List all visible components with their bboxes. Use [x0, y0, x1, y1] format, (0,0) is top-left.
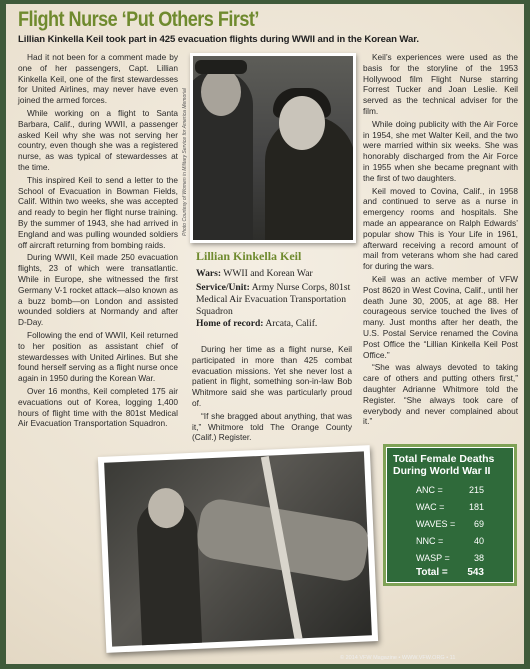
profile-home	[196, 318, 356, 330]
paragraph: Had it not been for a comment made by one of her passengers, Capt. Lillian Kinkella Keil, one of the first stewardesses for United Airlines, may never have even joined the armed forces.	[18, 52, 178, 106]
paragraph: Over 16 months, Keil completed 175 air evacuations out of Korea, logging 1,400 hours of flight time with the 801st Medical Air Evacuation Transportation Squadron.	[18, 385, 178, 429]
paragraph: While doing publicity with the Air Force in 1954, she met Walter Keil, and the two were married within six weeks. She was honorably discharged from the Air Force in 1955 when she became pregnant with the first of two daughters.	[363, 118, 518, 183]
deaths-title	[393, 453, 514, 477]
page-footer: © 2014 VFW Magazine • WWW.VFW.ORG • 11	[340, 655, 456, 661]
portrait-photo	[193, 56, 353, 240]
paragraph: This inspired Keil to send a letter to the School of Evacuation in Bowman Fields, Calif. Within two weeks, she was accepted and ready to begin her flight nurse training. By the summer of 1943, she had arrived in England and was pulling wounded soldiers off aircraft returning from bombing raids.	[18, 174, 178, 250]
headline: Flight Nurse ‘Put Others First’	[18, 8, 259, 31]
photo-credit: Photo Courtesy of Women in Military Service for America Memorial	[182, 88, 188, 236]
profile-unit	[196, 282, 356, 318]
magazine-page	[6, 4, 524, 664]
paragraph: Following the end of WWII, Keil returned to her position as assistant chief of stewardesses with United Airlines. But she found herself serving as a flight nurse once again in 1950 during the Korean War.	[18, 329, 178, 384]
unit-label: Service/Unit:	[196, 282, 250, 293]
home-value: Arcata, Calif.	[265, 318, 318, 329]
deaths-total-label: Total =	[416, 567, 448, 578]
female-deaths-box	[383, 444, 517, 586]
deaths-row-label: ANC =	[416, 485, 443, 495]
deaths-row-value: 40	[473, 536, 484, 546]
article-column-3	[363, 52, 518, 429]
paragraph: Keil was an active member of VFW Post 8620 in West Covina, Calif., until her death June 30, 2005, at age 88. Her courageous service touched the lives of many. Just months after her death, the U.S. Postal Service renamed the Covina Post Office the “Lillian Kinkella Keil Post Office.”	[363, 273, 518, 360]
deaths-title-line2: During World War II	[393, 465, 491, 477]
wars-label: Wars:	[196, 268, 222, 279]
paragraph: During her time as a flight nurse, Keil participated in more than 425 combat evacuation missions. Yet she never lost a patient in flight, something son-in-law Bob Whitmore said she was particularly proud of.	[192, 344, 352, 408]
deaths-row-label: WAVES =	[416, 519, 456, 529]
paragraph: While working on a flight to Santa Barbara, Calif., during WWII, a passenger asked Keil why she was not serving her country, even though she was a registered nurse, as was typical of stewardesses at the time.	[18, 107, 178, 172]
deaths-row-label: NNC =	[416, 536, 444, 546]
subhead: Lillian Kinkella Keil took part in 425 evacuation flights during WWII and in the Korean War.	[18, 34, 419, 45]
paragraph: During WWII, Keil made 250 evacuation flights, 23 of which were transatlantic. While in Europe, she witnessed the first Germany V-1 rocket attack—also known as a buzz bomb—on London and assisted wounded soldiers at Normandy and after D-Day.	[18, 252, 178, 328]
deaths-total-value: 543	[467, 567, 484, 578]
home-label: Home of record:	[196, 318, 264, 329]
deaths-row-value: 69	[473, 519, 484, 529]
article-column-1	[18, 52, 178, 431]
profile-wars	[196, 268, 356, 280]
article-column-2	[192, 344, 352, 445]
deaths-title-line1: Total Female Deaths	[393, 453, 495, 465]
wars-value: WWII and Korean War	[223, 268, 313, 279]
deaths-row-value: 38	[473, 553, 484, 563]
evacuation-photo	[98, 445, 378, 653]
deaths-row-value: 181	[468, 502, 484, 512]
paragraph: “If she bragged about anything, that was it,” Whitmore told The Orange County (Calif.) Register.	[192, 410, 352, 443]
profile-name: Lillian Kinkella Keil	[196, 249, 302, 263]
unit-value: Army Nurse Corps, 801st Medical Air Evacuation Transportation Squadron	[196, 282, 351, 317]
deaths-row-value: 215	[468, 485, 484, 495]
paragraph: “She was always devoted to taking care of others and putting others first,” daughter Adrianne Whitmore told the Register. “She always took care of everybody and never complained about it.”	[363, 362, 518, 427]
deaths-row-label: WASP =	[416, 553, 450, 563]
paragraph: Keil moved to Covina, Calif., in 1958 and continued to serve as a nurse in emergency rooms and hospitals. She made an appearance on Ralph Edwards’ popular show This is Your Life in 1961, afterward receiving a record amount of mail from veterans whom she had cared for during the wars.	[363, 185, 518, 272]
paragraph: Keil’s experiences were used as the basis for the storyline of the 1953 Hollywood film Flight Nurse starring Forrest Tucker and Joan Leslie. Keil served as the technical adviser for the film.	[363, 52, 518, 116]
deaths-row-label: WAC =	[416, 502, 445, 512]
